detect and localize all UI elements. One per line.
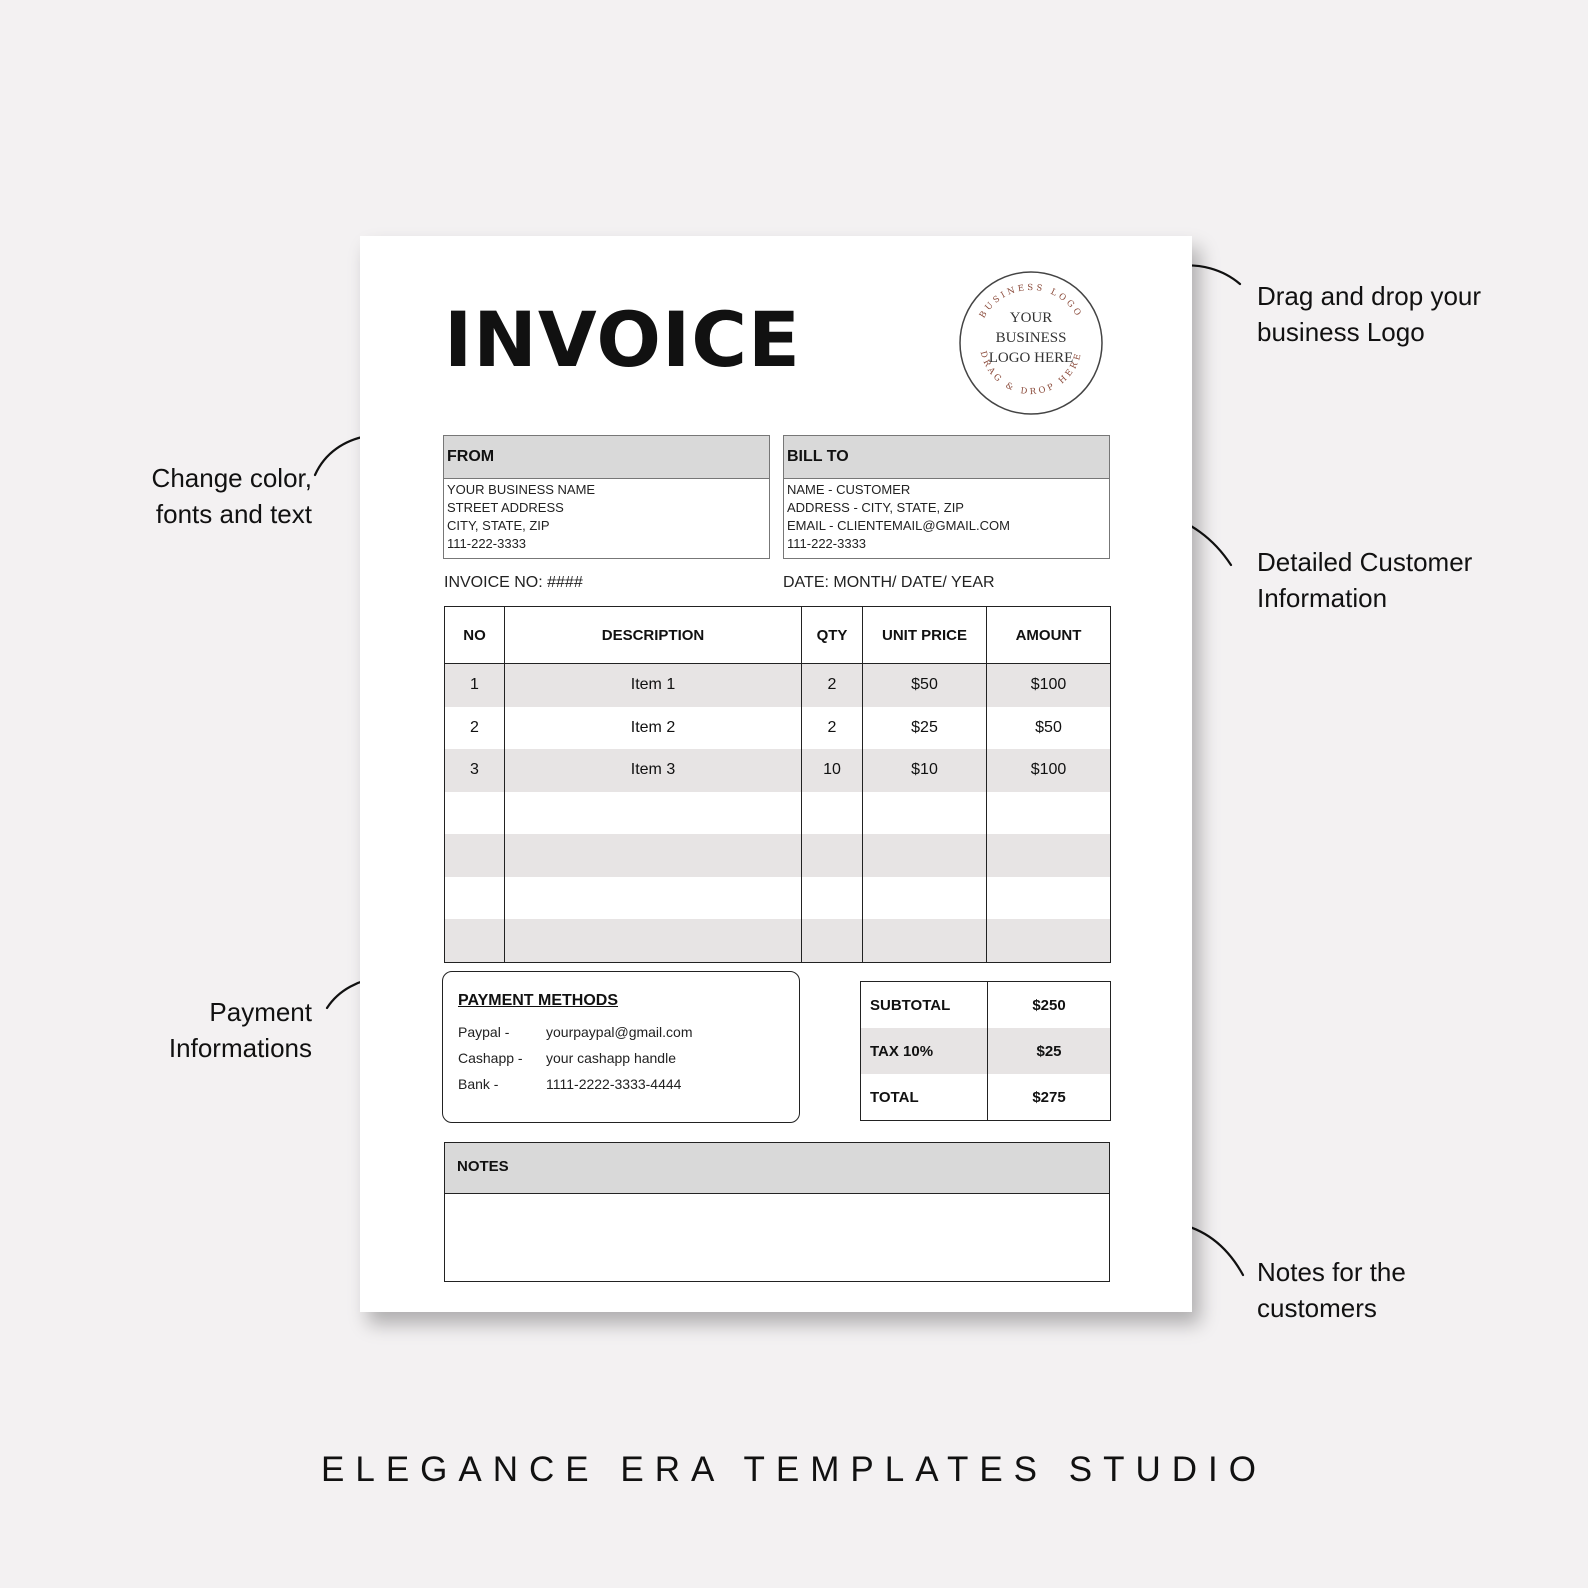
payment-method-bank: Bank - 1111-2222-3333-4444	[458, 1076, 682, 1092]
cell-description[interactable]	[505, 792, 802, 835]
cell-qty[interactable]	[802, 877, 863, 920]
cell-qty[interactable]	[802, 834, 863, 877]
cell-description[interactable]: Item 2	[505, 707, 802, 750]
bill-to-phone: 111-222-3333	[787, 536, 867, 551]
cell-unit-price[interactable]	[863, 834, 987, 877]
cell-amount[interactable]	[987, 919, 1111, 962]
cell-qty[interactable]	[802, 792, 863, 835]
cell-no[interactable]: 2	[445, 707, 505, 750]
cell-amount[interactable]	[987, 792, 1111, 835]
totals-table	[860, 981, 1111, 1121]
cell-no[interactable]	[445, 834, 505, 877]
invoice-sheet	[360, 236, 1192, 1312]
table-row	[445, 792, 1111, 835]
cell-amount[interactable]: $50	[987, 707, 1111, 750]
table-row	[445, 707, 1111, 750]
invoice-number[interactable]: INVOICE NO: ####	[444, 574, 583, 591]
total-value: $275	[1032, 1088, 1066, 1106]
tax-value: $25	[988, 1028, 1111, 1074]
logo-ring-top-text: BUSINESS LOGO	[977, 282, 1085, 321]
annotation-payment: Payment Informations	[168, 997, 312, 1063]
cell-description[interactable]: Item 1	[505, 664, 802, 707]
from-phone: 111-222-3333	[447, 536, 527, 551]
cell-no[interactable]	[445, 919, 505, 962]
subtotal-value: $250	[1032, 996, 1066, 1014]
cell-amount[interactable]: $100	[987, 664, 1111, 707]
from-business-name: YOUR BUSINESS NAME	[447, 482, 596, 497]
cell-amount[interactable]	[987, 834, 1111, 877]
cell-unit-price[interactable]	[863, 919, 987, 962]
header-description: DESCRIPTION	[505, 607, 802, 664]
total-row	[861, 1074, 1111, 1121]
annotation-style: Change color, fonts and text	[151, 463, 312, 529]
bill-to-lines	[784, 479, 1109, 555]
total-label: TOTAL	[861, 1074, 988, 1121]
bill-to-email: EMAIL - CLIENTEMAIL@GMAIL.COM	[787, 518, 1010, 533]
payment-methods-title: PAYMENT METHODS	[458, 992, 619, 1009]
payment-method-paypal: Paypal - yourpaypal@gmail.com	[458, 1024, 693, 1040]
table-row	[445, 877, 1111, 920]
cell-no[interactable]: 1	[445, 664, 505, 707]
subtotal-row	[861, 982, 1111, 1029]
logo-ring-bottom-text: DRAG & DROP HERE	[977, 350, 1085, 398]
payment-methods-box[interactable]	[442, 971, 800, 1123]
logo-line-2: BUSINESS	[995, 330, 1067, 346]
from-lines	[444, 479, 769, 555]
header-qty: QTY	[802, 607, 863, 664]
bill-to-box[interactable]	[783, 435, 1110, 559]
cell-description[interactable]	[505, 919, 802, 962]
header-no: NO	[445, 607, 505, 664]
cell-qty[interactable]: 2	[802, 707, 863, 750]
table-row	[445, 919, 1111, 962]
items-table	[444, 606, 1111, 963]
subtotal-label: SUBTOTAL	[861, 982, 988, 1029]
invoice-date[interactable]: DATE: MONTH/ DATE/ YEAR	[783, 574, 995, 591]
cell-unit-price[interactable]: $10	[863, 749, 987, 792]
annotation-notes: Notes for the customers	[1257, 1257, 1406, 1323]
items-body	[445, 664, 1111, 963]
business-logo-placeholder[interactable]	[958, 270, 1104, 416]
from-box[interactable]	[443, 435, 770, 559]
header-amount: AMOUNT	[987, 607, 1111, 664]
invoice-title: INVOICE	[444, 295, 801, 384]
cell-no[interactable]	[445, 877, 505, 920]
bill-to-heading: BILL TO	[784, 436, 1109, 479]
cell-qty[interactable]: 10	[802, 749, 863, 792]
notes-box[interactable]	[444, 1142, 1110, 1282]
tax-row	[861, 1028, 1111, 1074]
logo-line-1: YOUR	[1009, 310, 1053, 326]
brand-footer: ELEGANCE ERA TEMPLATES STUDIO	[321, 1450, 1267, 1489]
from-heading: FROM	[444, 436, 769, 479]
cell-unit-price[interactable]: $50	[863, 664, 987, 707]
cell-qty[interactable]	[802, 919, 863, 962]
cell-unit-price[interactable]: $25	[863, 707, 987, 750]
table-row	[445, 664, 1111, 707]
tax-label: TAX 10%	[861, 1028, 988, 1074]
from-street: STREET ADDRESS	[447, 500, 564, 515]
table-row	[445, 834, 1111, 877]
cell-description[interactable]: Item 3	[505, 749, 802, 792]
cell-amount[interactable]: $100	[987, 749, 1111, 792]
cell-unit-price[interactable]	[863, 792, 987, 835]
bill-to-address: ADDRESS - CITY, STATE, ZIP	[787, 500, 964, 515]
items-header-row	[445, 607, 1111, 664]
annotation-logo: Drag and drop your business Logo	[1257, 281, 1482, 347]
notes-heading: NOTES	[445, 1143, 1109, 1194]
logo-line-3: LOGO HERE	[988, 350, 1074, 366]
cell-qty[interactable]: 2	[802, 664, 863, 707]
cell-amount[interactable]	[987, 877, 1111, 920]
payment-method-cashapp: Cashapp - your cashapp handle	[458, 1050, 676, 1066]
bill-to-name: NAME - CUSTOMER	[787, 482, 911, 497]
cell-no[interactable]	[445, 792, 505, 835]
annotation-customer: Detailed Customer Information	[1257, 547, 1473, 613]
table-row	[445, 749, 1111, 792]
header-unit-price: UNIT PRICE	[863, 607, 987, 664]
cell-description[interactable]	[505, 834, 802, 877]
cell-unit-price[interactable]	[863, 877, 987, 920]
cell-no[interactable]: 3	[445, 749, 505, 792]
cell-description[interactable]	[505, 877, 802, 920]
from-city: CITY, STATE, ZIP	[447, 518, 550, 533]
